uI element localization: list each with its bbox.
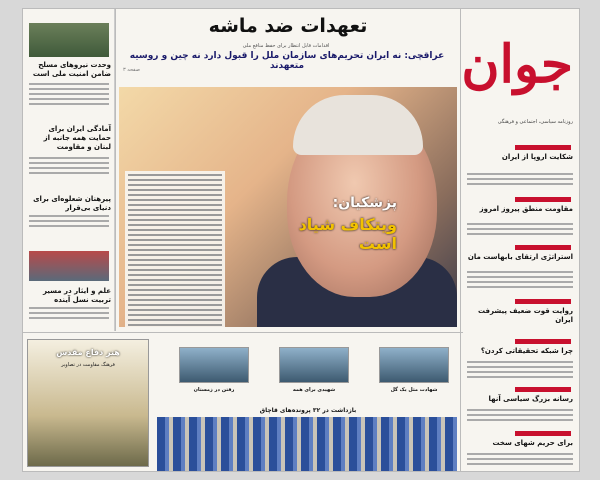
section-marker [515,145,571,150]
right-lower-column [461,335,579,472]
left-sidebar [23,9,115,331]
main-kicker: اقدامات قابل انتظار برای حفظ منافع ملی [242,43,330,49]
section-marker [515,387,571,392]
right-item-title[interactable]: برای حریم شهای سخت [492,439,573,447]
text-lines [467,409,573,424]
section-marker [515,197,571,202]
text-lines [467,173,573,188]
right-item-title[interactable]: چرا شبکه تحقیقاتی کردن؟ [480,347,573,355]
section-marker [515,339,571,344]
section-marker [515,299,571,304]
text-lines [467,223,573,238]
masthead-item-title[interactable]: روایت قوت ضعیف پیشرفت ایران [477,307,573,324]
masthead-item-title[interactable]: استراتژی ارتقای بابهاست مان [467,253,573,261]
poster-title: هنر دفاع مقدس [56,348,120,357]
portrait-caption[interactable]: شهیدی برای همه [292,387,336,393]
text-lines [467,453,573,468]
poster[interactable] [27,339,149,467]
portrait-photo [179,347,249,383]
overlay-quote: ویتکاف شیاد است [298,215,397,253]
main-article-text [125,171,225,327]
section-marker [515,245,571,250]
parade-photo [157,417,457,471]
text-lines [467,361,573,381]
masthead-item-title[interactable]: شکایت اروپا از ایران [501,153,573,161]
sidebar-item-title[interactable]: آمادگی ایران برای حمایت همه جانبه از لبنان و مقاومت [43,125,111,151]
bottom-caption[interactable]: بازداشت در ۳۲ پرونده‌های قاچاق [259,407,357,414]
portraits-row [157,339,457,399]
overlay-speaker: پزشکیان: [332,195,397,211]
bottom-section [22,335,459,472]
column-divider [460,9,461,472]
poster-subtitle: فرهنگ مقاومت در تصاویر [61,362,115,368]
newspaper-logo: جوان [461,34,573,95]
right-item-title[interactable]: رسانه بزرگ سیاسی آنها [488,395,573,403]
main-headline[interactable]: تعهدات ضد ماشه [208,15,368,37]
photo-overlay-quote[interactable] [257,195,397,253]
main-subhead[interactable]: عراقچی: نه ایران تحریم‌های سازمان ملل را قبول دارد نه چین و روسیه متعهدند [129,51,445,71]
masthead-item-title[interactable]: مقاومت منطق پیروز امروز [479,205,573,213]
sidebar-item-title[interactable]: علم و ایثار در مسیر تربیت نسل آینده [42,287,111,304]
text-lines [467,271,573,291]
text-lines [29,83,109,108]
row-divider [23,332,463,333]
portrait-photo [379,347,449,383]
text-lines [29,157,109,177]
text-lines [29,307,109,322]
newspaper-front-page [22,8,580,472]
main-story [117,9,459,331]
portrait-caption[interactable]: رفتن در زمستان [193,387,235,393]
sidebar-photo [29,23,109,57]
column-divider [115,9,116,331]
sidebar-item-title[interactable]: پیرهنان شعلوه‌ای برای دنیای بی‌قرار [33,195,111,212]
photo-hair [293,95,423,155]
sidebar-photo [29,251,109,281]
text-lines [29,215,109,230]
main-photo [119,87,457,327]
masthead-tagline: روزنامه سیاسی، اجتماعی و فرهنگی [497,119,573,125]
page-reference: صفحه ۳ [123,67,140,73]
portrait-photo [279,347,349,383]
portrait-caption[interactable]: شهادت مثل یک گل [390,387,438,393]
sidebar-item-title[interactable]: وحدت نیروهای مسلح ضامن امنیت ملی است [32,61,111,78]
section-marker [515,431,571,436]
